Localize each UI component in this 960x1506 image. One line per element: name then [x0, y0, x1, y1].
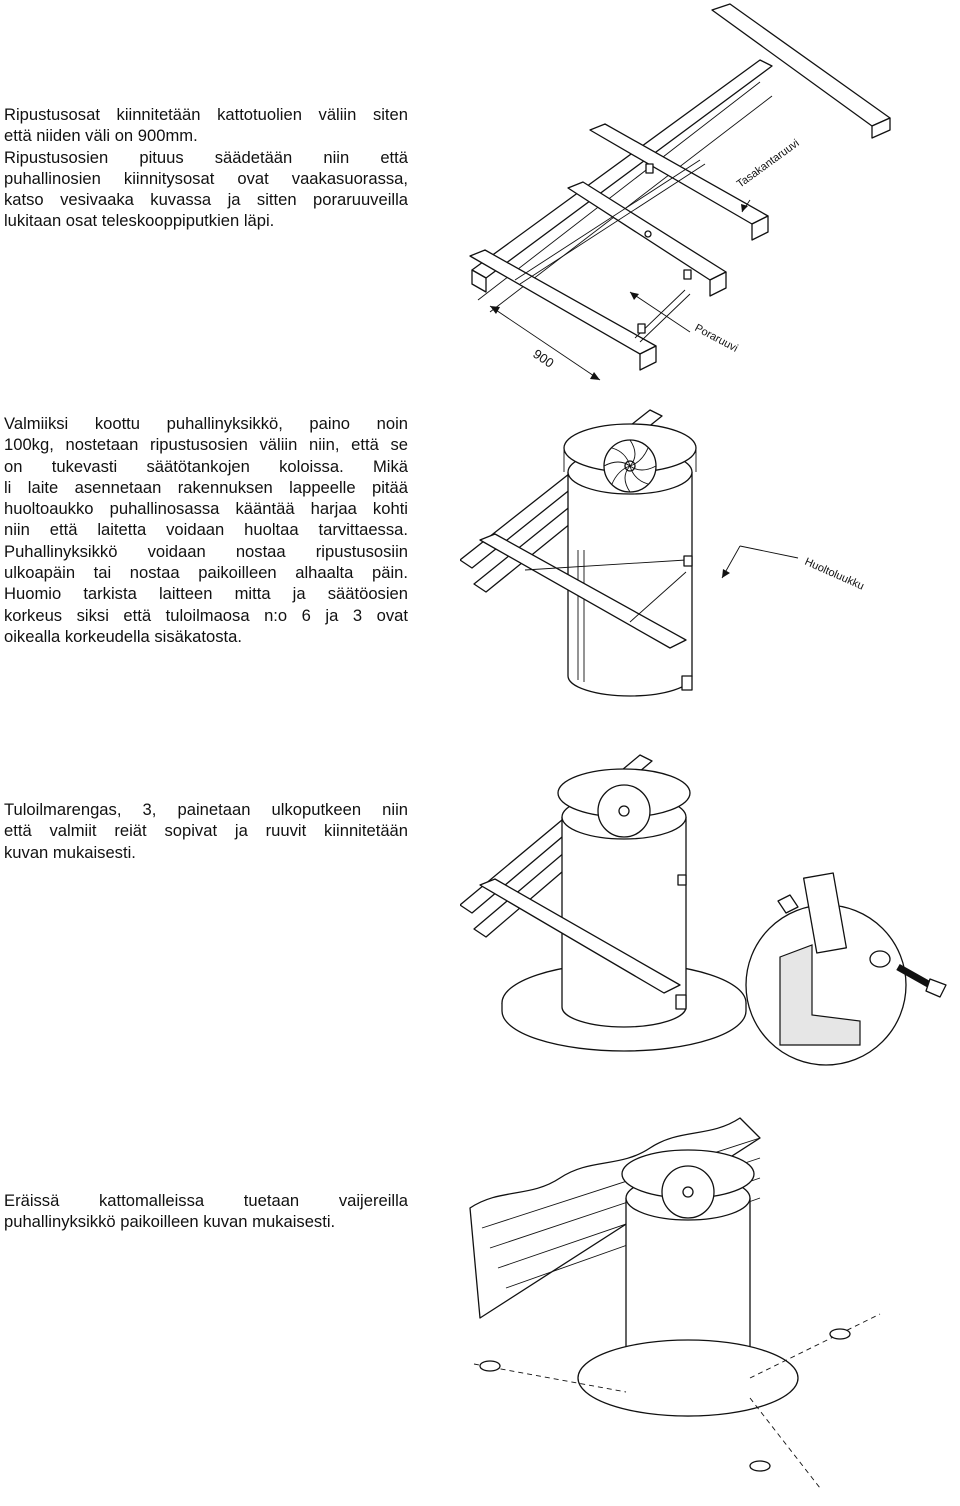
text-line: Ripustusosat kiinnitetään kattotuolien väliin siten — [4, 105, 408, 124]
text-line: puhallinosien kiinnitysosat ovat vaakasuorassa, — [4, 168, 408, 188]
text-line: että valmiit reiät sopivat ja ruuvit kiinnitetään — [4, 821, 408, 841]
text-line: lukitaan osat teleskooppiputkien läpi. — [4, 211, 275, 231]
text-line: kuvan mukaisesti. — [4, 842, 136, 862]
text-line: Huomio tarkista laitteen mitta ja säätöosien — [4, 584, 408, 604]
label-service-hatch — [722, 546, 866, 593]
text-line: huoltoaukko puhallinosassa kääntää harjaa kohti — [4, 499, 408, 519]
instruction-text-4 — [4, 1190, 408, 1233]
instruction-text-1 — [4, 104, 408, 232]
text-line: ulkoapäin tai nostaa paikoilleen alhaalta päin. — [4, 563, 408, 583]
level-label: Tasakantaruuvi — [734, 137, 802, 191]
figure-supply-ring — [460, 745, 960, 1075]
text-line: Ripustusosien pituus säädetään niin että — [4, 147, 408, 167]
fan-impeller-icon — [604, 440, 656, 492]
hatch-label: Huoltoluukku — [802, 555, 866, 593]
text-line: Eräissä kattomalleissa tuetaan vaijereilla — [4, 1191, 408, 1210]
dimension-label: 900 — [530, 346, 557, 371]
text-line: oikealla korkeudella sisäkatosta. — [4, 626, 242, 646]
screw-label: Poraruuvi — [692, 322, 740, 355]
text-line: Tuloilmarengas, 3, painetaan ulkoputkeen niin — [4, 800, 408, 819]
rafter-beams — [472, 4, 890, 312]
supply-air-ring — [578, 1340, 798, 1416]
figure-hanger-frame — [450, 0, 960, 390]
label-level-screw — [735, 137, 802, 212]
instruction-text-2 — [4, 413, 408, 647]
instruction-text-3 — [4, 799, 408, 863]
text-line: korkeus siksi että tuloilmaosa n:o 6 ja 3 ovat — [4, 605, 408, 625]
text-line: niin että laitetta voidaan huoltaa tarvittaessa. — [4, 520, 408, 540]
text-line: puhallinyksikkö paikoilleen kuvan mukaisesti. — [4, 1212, 336, 1232]
figure-corrugated-roof — [460, 1078, 960, 1506]
text-line: katso vesivaaka kuvassa ja sitten poraruuveilla — [4, 190, 408, 210]
text-line: Puhallinyksikkö voidaan nostaa ripustusosiin — [4, 541, 408, 561]
figure-fan-unit — [460, 400, 960, 720]
text-line: li laite asennetaan rakennuksen lappeelle pitää — [4, 477, 408, 497]
text-line: että niiden väli on 900mm. — [4, 126, 198, 146]
text-line: 100kg, nostetaan ripustusosien väliin niin, että se — [4, 435, 408, 455]
text-line: Valmiiksi koottu puhallinyksikkö, paino noin — [4, 414, 408, 433]
screw-detail — [746, 873, 946, 1065]
text-line: on tukevasti säätötankojen koloissa. Mikä — [4, 456, 408, 476]
